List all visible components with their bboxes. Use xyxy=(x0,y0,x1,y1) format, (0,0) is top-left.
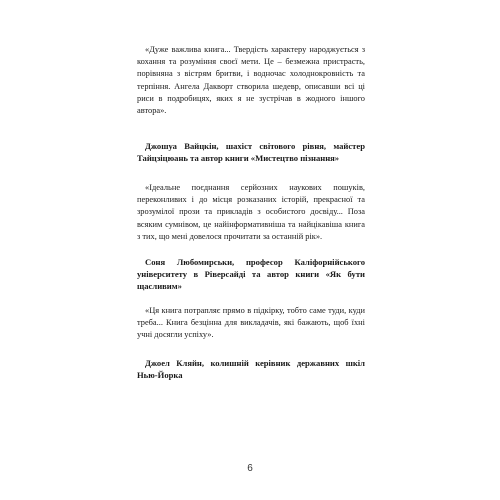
testimonial-author-2 xyxy=(137,256,365,293)
author-attribution: Соня Любомирськи, професор Каліфорнійського університету в Ріверсайді та автор книги «Як бути щасливим» xyxy=(137,257,365,292)
testimonial-author-3 xyxy=(137,357,365,381)
author-attribution: Джоел Кляйн, колишній керівник державних шкіл Нью-Йорка xyxy=(137,358,365,381)
author-attribution: Джошуа Вайцкін, шахіст світового рівня, майстер Тайцзіцюань та автор книги «Мистецтво пізнання» xyxy=(137,141,365,164)
testimonial-quote-3 xyxy=(137,305,365,342)
testimonial-author-1 xyxy=(137,140,365,164)
testimonial-quote-1 xyxy=(137,44,365,117)
testimonial-quote-2 xyxy=(137,182,365,243)
page-number: 6 xyxy=(247,463,253,474)
quote-text: «Дуже важлива книга... Твердість характеру народжується з кохання та розуміння своєї мети. Це – безмежна пристрасть, порівняна з вістрям бритви, і водночас холоднокровність та терпіння. Ангела Дакворт створила шедевр, описавши всі ці риси в подробицях, яких я не зустрічав в жодного іншого автора». xyxy=(137,45,365,116)
quote-text: «Ідеальне поєднання серйозних наукових пошуків, переконливих і до місця розказаних історій, прекрасної та зрозумілої прози та прикладів з особистого досвіду... Поза всяким сумнівом, це найінформативніша та найцікавіша книга з тих, що мені довелося прочитати за останній рік». xyxy=(137,183,365,241)
quote-text: «Ця книга потрапляє прямо в підкірку, тобто саме туди, куди треба... Книга безцінна для викладачів, які бажають, щоб їхні учні досягли успіху». xyxy=(137,306,365,340)
